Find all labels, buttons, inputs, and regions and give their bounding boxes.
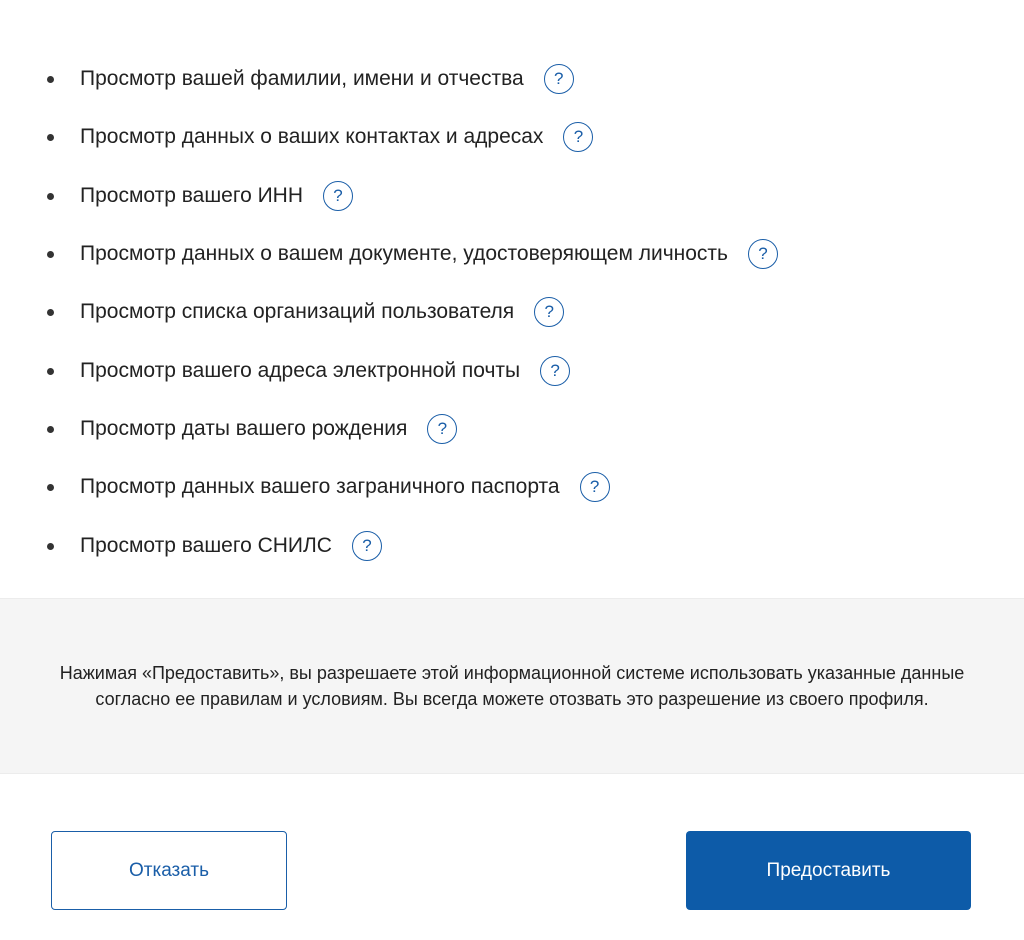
permission-list (0, 50, 1024, 575)
bullet-icon (47, 368, 54, 375)
permission-label: Просмотр вашего ИНН (80, 183, 304, 207)
bullet-icon (47, 134, 54, 141)
action-bar (0, 831, 1024, 911)
bullet-icon (47, 309, 54, 316)
permission-label: Просмотр данных о вашем документе, удостоверяющем личность (80, 242, 728, 266)
permission-label: Просмотр даты вашего рождения (80, 416, 408, 440)
help-icon[interactable]: ? (323, 181, 353, 211)
bullet-icon (47, 543, 54, 550)
permission-item-contacts (0, 108, 1024, 166)
permission-item-email (0, 341, 1024, 399)
help-icon[interactable]: ? (580, 472, 610, 502)
permission-label: Просмотр данных о ваших контактах и адресах (80, 125, 544, 149)
permission-label: Просмотр вашей фамилии, имени и отчества (80, 67, 524, 91)
grant-button[interactable]: Предоставить (686, 831, 971, 910)
permission-item-birth-date (0, 400, 1024, 458)
bullet-icon (47, 484, 54, 491)
help-icon[interactable]: ? (534, 297, 564, 327)
permission-item-organizations (0, 283, 1024, 341)
permission-label: Просмотр вашего адреса электронной почты (80, 358, 521, 382)
permission-label: Просмотр вашего СНИЛС (80, 533, 332, 557)
bullet-icon (47, 426, 54, 433)
decline-button[interactable]: Отказать (51, 831, 287, 910)
permission-item-full-name (0, 50, 1024, 108)
help-icon[interactable]: ? (352, 531, 382, 561)
bullet-icon (47, 193, 54, 200)
permission-label: Просмотр данных вашего заграничного паспорта (80, 475, 560, 499)
bullet-icon (47, 251, 54, 258)
help-icon[interactable]: ? (427, 414, 457, 444)
permission-item-foreign-passport (0, 458, 1024, 516)
help-icon[interactable]: ? (544, 64, 574, 94)
permission-item-snils (0, 516, 1024, 574)
permission-item-inn (0, 167, 1024, 225)
consent-notice-text: Нажимая «Предоставить», вы разрешаете этой информационной системе использовать указанные данные согласно ее правилам и условиям. Вы всегда можете отозвать это разрешение из своего профиля. (59, 663, 965, 709)
help-icon[interactable]: ? (563, 122, 593, 152)
permission-item-identity-document (0, 225, 1024, 283)
bullet-icon (47, 76, 54, 83)
help-icon[interactable]: ? (540, 356, 570, 386)
help-icon[interactable]: ? (748, 239, 778, 269)
permission-label: Просмотр списка организаций пользователя (80, 300, 515, 324)
consent-notice (0, 598, 1024, 774)
